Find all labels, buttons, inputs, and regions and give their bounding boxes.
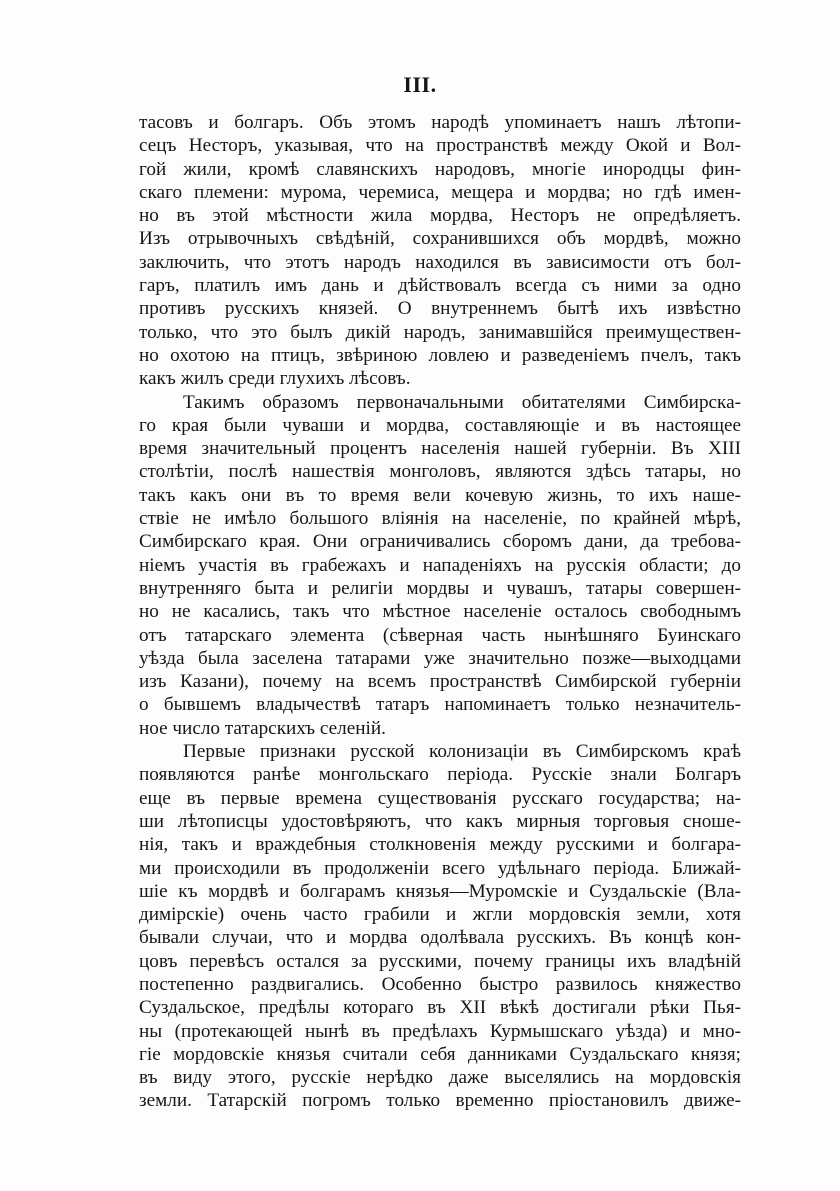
text-line: Суздальское, предѣлы котораго въ XII вѣкѣ достигали рѣки Пья- [139, 997, 741, 1019]
text-line: но охотою на птицъ, звѣриною ловлею и разведеніемъ пчелъ, такъ [139, 344, 741, 366]
text-line: ное число татарскихъ селеній. [139, 717, 386, 739]
text-line: о бывшемъ владычествѣ татаръ напоминаетъ только незначитель- [139, 694, 741, 716]
text-line: какъ жилъ среди глухихъ лѣсовъ. [139, 368, 411, 390]
text-line: бывали случаи, что и мордва одолѣвала русскихъ. Въ концѣ кон- [139, 927, 741, 949]
text-line: Первые признаки русской колонизаціи въ Симбирскомъ краѣ [183, 741, 741, 763]
text-line: димірскіе) очень часто грабили и жгли мордовскія земли, хотя [139, 904, 741, 926]
text-line: ши лѣтописцы удостовѣряютъ, что какъ мирныя торговыя сноше- [139, 810, 741, 832]
text-line: скаго племени: мурома, черемиса, мещера и мордва; но гдѣ имен- [139, 181, 741, 203]
text-line: Такимъ образомъ первоначальными обитателями Симбирска- [183, 391, 741, 413]
text-line: нія, такъ и враждебныя столкновенія между русскими и болгара- [139, 834, 741, 856]
text-line: ствіе не имѣло большого вліянія на населеніе, по крайней мѣрѣ, [139, 508, 741, 530]
text-line: Изъ отрывочныхъ свѣдѣній, сохранившихся объ мордвѣ, можно [139, 228, 741, 250]
text-line: сецъ Несторъ, указывая, что на пространствѣ между Окой и Вол- [139, 135, 741, 157]
text-line: шіе къ мордвѣ и болгарамъ князья—Муромскіе и Суздальскіе (Вла- [139, 880, 741, 902]
text-line: еще въ первые времена существованія русскаго государства; на- [139, 787, 741, 809]
text-line: но въ этой мѣстности жила мордва, Несторъ не опредѣляетъ. [139, 205, 741, 227]
text-line: постепенно раздвигались. Особенно быстро развилось княжество [139, 973, 741, 995]
text-line: уѣзда была заселена татарами уже значительно позже—выходцами [139, 647, 741, 669]
text-line: столѣтіи, послѣ нашествія монголовъ, являются здѣсь татары, но [139, 461, 741, 483]
text-line: изъ Казани), почему на всемъ пространствѣ Симбирской губерніи [139, 671, 741, 693]
text-line: гаръ, платилъ имъ дань и дѣйствовалъ всегда съ ними за одно [139, 275, 741, 297]
text-line: ми происходили въ продолженіи всего удѣльнаго періода. Ближай- [139, 857, 741, 879]
text-line: гой жили, кромѣ славянскихъ народовъ, многіе инородцы фин- [139, 158, 741, 180]
text-line: внутренняго быта и религіи мордвы и чувашъ, татары совершен- [139, 577, 741, 599]
text-line: время значительный процентъ населенія нашей губерніи. Въ XIII [139, 438, 741, 460]
paragraph-2 [139, 391, 741, 740]
text-line: гіе мордовскіе князья считали себя данниками Суздальскаго князя; [139, 1043, 741, 1065]
text-line: го края были чуваши и мордва, составляющіе и въ настоящее [139, 414, 741, 436]
text-line: ніемъ участія въ грабежахъ и нападеніяхъ на русскія области; до [139, 554, 741, 576]
text-line: но не касались, такъ что мѣстное населеніе осталось свободнымъ [139, 601, 741, 623]
text-line: заключить, что этотъ народъ находился въ зависимости отъ бол- [139, 251, 741, 273]
paragraph-3 [139, 740, 741, 1113]
paragraph-1 [139, 111, 741, 391]
text-line: въ виду этого, русскіе нерѣдко даже выселялись на мордовскія [139, 1067, 741, 1089]
text-line: земли. Татарскій погромъ только временно пріостановилъ движе- [139, 1090, 741, 1112]
text-line: ны (протекающей нынѣ въ предѣлахъ Курмышскаго уѣзда) и мно- [139, 1020, 741, 1042]
text-line: тасовъ и болгаръ. Объ этомъ народѣ упоминаетъ нашъ лѣтопи- [139, 112, 741, 133]
body-text [139, 111, 741, 1113]
page-number: III. [403, 72, 437, 97]
text-line: цовъ перевѣсъ остался за русскими, почему границы ихъ владѣній [139, 950, 741, 972]
text-line: только, что это былъ дикій народъ, занимавшійся преимуществен- [139, 321, 741, 343]
text-line: появляются ранѣе монгольскаго періода. Русскіе знали Болгаръ [139, 764, 741, 786]
text-line: противъ русскихъ князей. О внутреннемъ бытѣ ихъ извѣстно [139, 298, 741, 320]
text-line: такъ какъ они въ то время вели кочевую жизнь, то ихъ наше- [139, 484, 741, 506]
text-line: отъ татарскаго элемента (сѣверная часть нынѣшняго Буинскаго [139, 624, 741, 646]
text-line: Симбирскаго края. Они ограничивались сборомъ дани, да требова- [139, 531, 741, 553]
